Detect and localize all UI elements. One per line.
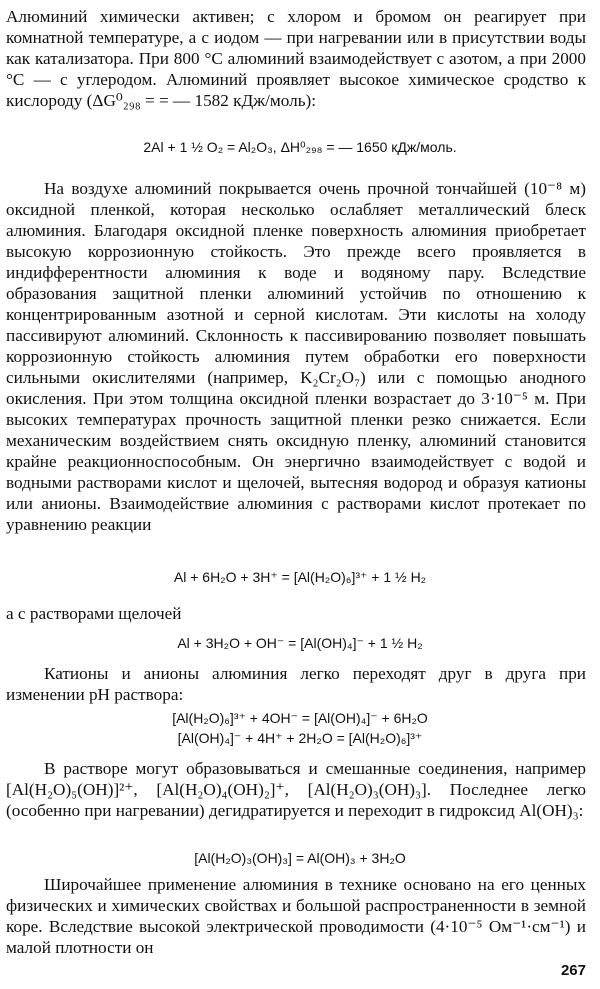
paragraph-ph-transition: Катионы и анионы алюминия легко переходят друг в друга при изменении pH раствора:	[6, 664, 586, 704]
equation-cation-to-anion: [Al(H₂O)₆]³⁺ + 4OH⁻ = [Al(OH)₄]⁻ + 6H₂O	[172, 710, 428, 726]
equation-anion-to-cation: [Al(OH)₄]⁻ + 4H⁺ + 2H₂O = [Al(H₂O)₆]³⁺	[177, 730, 423, 746]
paragraph-oxide-film: На воздухе алюминий покрывается очень прочной тончайшей (10⁻⁸ м) оксидной пленкой, которая несколько ослабляет металлический блеск алюминия. Благодаря оксидной пленке поверхность алюминия приобретает высокую коррозионную стойкость. Это прежде всего проявляется в индифферентности алюминия к воде и водяному пару. Вследствие образования защитной пленки алюминий устойчив по отношению к концентрированным азотной и серной кислотам. Эти кислоты на холоду пассивируют алюминий. Склонность к пассивированию позволяет повышать коррозионную стойкость алюминия путем обработки его поверхности сильными окислителями (например, K₂Cr₂O₇) или с помощью анодного окисления. При этом толщина оксидной пленки возрастает до 3·10⁻⁵ м. При высоких температурах прочность защитной пленки резко снижается. Если механическим воздействием снять оксидную пленку, алюминий становится крайне реакционноспособным. Он энергично взаимодействует с водой и водными растворами кислот и щелочей, вытесняя водород и образуя катионы или анионы. Взаимодействие алюминия с растворами кислот протекает по уравнению реакции	[6, 179, 586, 534]
paragraph-reactivity: Алюминий химически активен; с хлором и бромом он реагирует при комнатной температуре, а с иодом — при нагревании или в присутствии воды как катализатора. При 800 °С алюминий взаимодействует с азотом, а при 2000 °С — с углеродом. Алюминий проявляет высокое химическое сродство к кислороду (ΔG⁰₂₉₈ = = — 1582 кДж/моль):	[6, 7, 586, 110]
text-alkali-intro: а с растворами щелочей	[6, 604, 182, 623]
paragraph-mixed-compounds: В растворе могут образовываться и смешанные соединения, например [Al(H₂O)₅(OH)]²⁺, [Al(H₂O)₄(OH)₂]⁺, [Al(H₂O)₃(OH)₃]. Последнее легко (особенно при нагревании) дегидратируется и переходит в гидроксид Al(OH)₃:	[6, 759, 586, 820]
equation-alkali-reaction: Al + 3H₂O + OH⁻ = [Al(OH)₄]⁻ + 1 ½ H₂	[177, 635, 423, 651]
equation-oxidation: 2Al + 1 ½ O₂ = Al₂O₃, ΔH⁰₂₉₈ = — 1650 кДж/моль.	[143, 139, 457, 155]
page-number: 267	[560, 962, 586, 979]
equation-acid-reaction: Al + 6H₂O + 3H⁺ = [Al(H₂O)₆]³⁺ + 1 ½ H₂	[173, 569, 427, 585]
equation-dehydration: [Al(H₂O)₃(OH)₃] = Al(OH)₃ + 3H₂O	[194, 850, 406, 866]
paragraph-applications: Широчайшее применение алюминия в технике основано на его ценных физических и химических свойствах и большой распространенности в земной коре. Вследствие высокой электрической проводимости (4·10⁻⁵ Ом⁻¹·см⁻¹) и малой плотности он	[6, 875, 586, 957]
